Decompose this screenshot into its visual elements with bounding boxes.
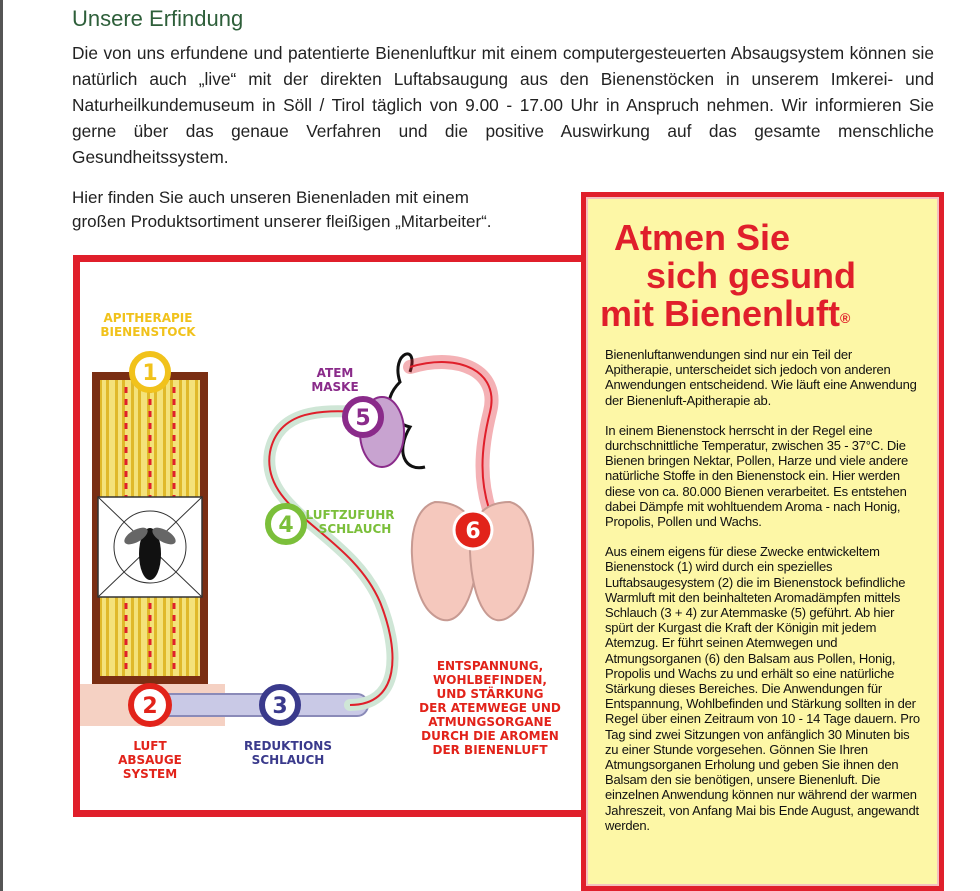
svg-text:6: 6 bbox=[465, 519, 481, 544]
shop-paragraph bbox=[72, 186, 572, 234]
label-schlauch-1: SCHLAUCH bbox=[318, 522, 392, 536]
svg-text:1: 1 bbox=[142, 361, 158, 386]
svg-text:4: 4 bbox=[278, 513, 294, 538]
marker-4 bbox=[268, 506, 304, 542]
marker-1 bbox=[132, 354, 168, 390]
svg-text:WOHLBEFINDEN,: WOHLBEFINDEN, bbox=[433, 673, 547, 687]
label-luft: LUFT bbox=[133, 739, 167, 753]
shop-line-1: Hier finden Sie auch unseren Bienenladen mit einem bbox=[72, 188, 469, 207]
label-apitherapie: APITHERAPIE bbox=[103, 311, 193, 325]
heading-line-1: Atmen Sie bbox=[614, 217, 791, 258]
heading-line-3 bbox=[586, 295, 939, 333]
label-system: SYSTEM bbox=[122, 767, 178, 781]
marker-5 bbox=[345, 399, 381, 435]
svg-text:DER ATEMWEGE UND: DER ATEMWEGE UND bbox=[419, 701, 561, 715]
label-luftzufuhr: LUFTZUFUHR bbox=[305, 508, 395, 522]
reduction-hose bbox=[148, 694, 368, 716]
info-box bbox=[581, 192, 944, 891]
page-title: Unsere Erfindung bbox=[72, 6, 244, 31]
heading-line-2: sich gesund bbox=[646, 255, 857, 296]
bee-air-diagram bbox=[73, 255, 590, 817]
page-left-border bbox=[0, 0, 3, 891]
svg-text:ENTSPANNUNG,: ENTSPANNUNG, bbox=[436, 659, 544, 673]
label-maske: MASKE bbox=[311, 380, 359, 394]
label-atem: ATEM bbox=[316, 366, 354, 380]
shop-line-2: großen Produktsortiment unserer fleißigen „Mitarbeiter“. bbox=[72, 212, 492, 231]
heading-line-3-text: mit Bienenluft bbox=[600, 293, 840, 334]
label-reduktions: REDUKTIONS bbox=[244, 739, 332, 753]
svg-text:5: 5 bbox=[355, 406, 371, 431]
info-heading bbox=[586, 219, 939, 333]
svg-text:3: 3 bbox=[272, 694, 288, 719]
info-paragraph-1: Bienenluftanwendungen sind nur ein Teil der Apitherapie, unterscheidet sich jedoch von anderen Anwendungen entscheidend. Wie läuft eine Anwendung der Bienenluft-Apitherapie ab. bbox=[605, 347, 917, 408]
info-paragraph-2: In einem Bienenstock herrscht in der Regel eine durchschnittliche Temperatur, zwischen 35 - 37°C. Die Bienen bringen Nektar, Pollen, Harze und viele andere natürliche Stoffe in den Bienenstock ein. Hier werden diese von ca. 80.000 Bienen verarbeitet. Es entstehen dabei Dämpfe mit wohltuendem Aroma - nach Honig, Propolis, Pollen und Wachs. bbox=[605, 422, 909, 530]
diagram-illustration bbox=[80, 262, 583, 810]
svg-text:DURCH DIE AROMEN: DURCH DIE AROMEN bbox=[421, 729, 559, 743]
beehive-icon bbox=[80, 372, 225, 726]
svg-text:2: 2 bbox=[142, 694, 158, 719]
face-and-lungs-illustration bbox=[360, 354, 533, 620]
marker-3 bbox=[262, 687, 298, 723]
svg-text:UND STÄRKUNG: UND STÄRKUNG bbox=[436, 687, 544, 701]
info-body bbox=[605, 347, 921, 848]
info-paragraph-3: Aus einem eigens für diese Zwecke entwickeltem Bienenstock (1) wird durch ein spezielles Luftabsaugesystem (2) die im Bienenstock befindliche Warmluft mit den beinhalteten Aromadämpfen mittels Schlauch (3 + 4) zur Atemmaske (5) geführt. Ab hier spürt der Kurgast die Kraft der Königin mit jedem Atemzug. Er führt seinen Atemwegen und Atmungsorganen (6) den Balsam aus Pollen, Honig, Propolis und Wachs zu und erhält so eine natürliche Stärkung dieses Bereiches. Die Anwendungen für Entspannung, Wohlbefinden und Stärkung sollten in der Regel über einen Zeitraum von 10 - 14 Tage dauern. Pro Tag sind zwei Sitzungen von anfänglich 30 Minuten bis zu einer Stunde vorgesehen. Gönnen Sie Ihren Atmungsorganen Erholung und geben Sie ihnen den Balsam den sie benötigen, unsere Bienenluft. Die einzelnen Anwendung können nur während der warmen Jahreszeit, von Anfang Mai bis Ende August, angewandt werden. bbox=[605, 544, 920, 833]
label-bienenstock: BIENENSTOCK bbox=[100, 325, 196, 339]
label-absauge: ABSAUGE bbox=[118, 753, 182, 767]
marker-6 bbox=[454, 511, 492, 549]
svg-text:DER BIENENLUFT: DER BIENENLUFT bbox=[432, 743, 548, 757]
svg-text:ATMUNGSORGANE: ATMUNGSORGANE bbox=[428, 715, 552, 729]
marker-2 bbox=[131, 686, 169, 724]
intro-paragraph: Die von uns erfundene und patentierte Bienenluftkur mit einem computergesteuerten Absaugsystem können sie natürlich auch „live“ mit der direkten Luftabsaugung aus den Bienenstöcken in unserem Imkerei- und Naturheilkundemuseum in Söll / Tirol täglich von 9.00 - 17.00 Uhr in Anspruch nehmen. Wir informieren Sie gerne über das genaue Verfahren und die positive Auswirkung auf das gesamte menschliche Gesundheitssystem. bbox=[72, 43, 934, 167]
effect-label bbox=[419, 659, 561, 757]
trademark-symbol: ® bbox=[840, 310, 851, 326]
label-schlauch-2: SCHLAUCH bbox=[251, 753, 325, 767]
